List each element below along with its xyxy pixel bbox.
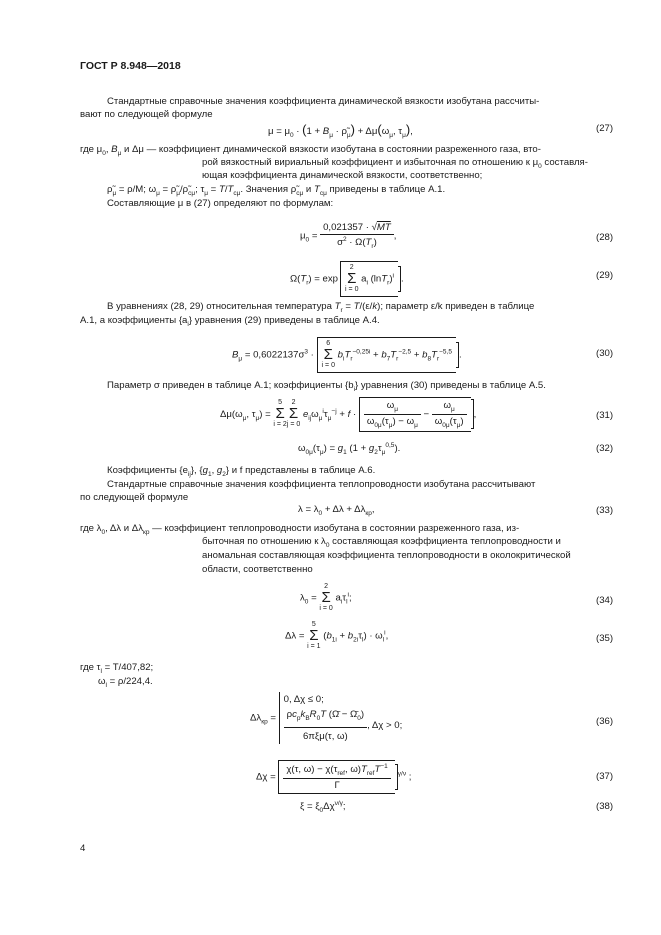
paragraph-3-line-2: А.1, а коэффициенты $\{a_i\}$ уравнения (29) приведены в таблице А.4.: [80, 315, 380, 328]
where-3-line-2-tail: = ρ/224,4.: [109, 676, 153, 687]
paragraph-3-line-1-tail: ; параметр ε/k приведен в таблице: [380, 301, 535, 312]
equation-31: $\Delta\mu(\omega_\mu$, $\tau_\mu) = 5$ Σ i = 22 Σ j = 0 $e_{ij}\omega_\mu^i\tau_\mu^{-j} + f$ · $\frac{\omega_\mu}{\omega_{0\mu}(\tau_\mu) - \omega_\mu}$ − $\frac{\omega_\mu}{\omega_{0\mu}(\tau_\mu)}$ ,: [220, 397, 476, 432]
equation-31-number: (31): [596, 410, 614, 421]
where-3-line-2-text: ω: [98, 676, 106, 687]
equation-34-number: (34): [596, 595, 614, 606]
equation-36: $\Delta\lambda_{кр} = 0$, Δχ ≤ 0; $\frac{\rho c_pk_BR_0T (\Omegā - \Omegā_0)}{\text{6πξμ(τ, ω)}}$ , Δχ > 0;: [250, 694, 403, 742]
paragraph-4-text: Параметр σ приведен в таблице А.1; коэффициенты {b: [107, 380, 354, 391]
where-3-line-1-text: где τ: [80, 662, 101, 673]
equation-36-number: (36): [596, 716, 614, 727]
equation-38-number: (38): [596, 801, 614, 812]
equation-37-number: (37): [596, 771, 614, 782]
where-3-line-2: $\omega_l = \rho/224,4$.: [98, 676, 153, 689]
where-2-line-1: где $\lambda_0$, Δλ и $\Delta\lambda_{кр}$ — коэффициент теплопроводности изобутана в состоянии разреженного газа, из-: [80, 523, 520, 536]
where-1-line-3: ющая коэффициента динамической вязкости, соответственно;: [202, 170, 483, 181]
where-2-line-4: области, соответственно: [202, 564, 313, 575]
equation-29-number: (29): [596, 270, 614, 281]
equation-30-coefficient: = 0,6022137σ: [244, 349, 305, 361]
paragraph-5-tail: } и f представлены в таблице А.6.: [225, 465, 376, 476]
equation-28: $\mu_0$ = $\frac{0,021357 \cdot √MT}{\sigma^2 \cdot \Omega(T_r)}$ ,: [300, 222, 397, 251]
equation-32: $\omega_{0\mu}(\tau_\mu) = g_1$ $(1 + g_2\tau_\mu^{0,5})$.: [298, 442, 401, 457]
where-3-line-1-tail: = T/407,82;: [104, 662, 154, 673]
where-1-line-2-text: рой вязкостный вириальный коэффициент и избыточная по отношению к μ: [202, 157, 539, 168]
paragraph-5: Коэффициенты $\{e_{ij}\}$, {$g_1$, $g_2$} и f представлены в таблице А.6.: [107, 465, 376, 478]
where-3-line-1: где $\tau_l = T/407,82$;: [80, 662, 154, 675]
page-number: 4: [80, 843, 86, 854]
where-2-line-2: быточная по отношению к $\lambda_0$ составляющая коэффициента теплопроводности и: [202, 536, 561, 549]
equation-33: $\lambda = \lambda_0 + \Delta\lambda + \Delta\lambda_{кр}$,: [298, 504, 375, 517]
paragraph-1-line-1: Стандартные справочные значения коэффициента динамической вязкости изобутана рассчиты-: [107, 96, 540, 107]
document-header: ГОСТ Р 8.948—2018: [80, 60, 181, 72]
equation-30-number: (30): [596, 348, 614, 359]
paragraph-3-line-1-text: В уравнениях (28, 29) относительная температура: [107, 301, 332, 312]
paragraph-4-tail: } уравнения (30) приведены в таблице А.5.: [355, 380, 546, 391]
equation-38: $\xi = \xi_0\Delta\chi^{\nu/\gamma}$;: [300, 800, 346, 815]
equation-30: $B_\mu = 0,6022137\sigma^3 \cdot 6$ Σ i = 0 $b_iT_r^{-0,25i} + b_7T_r^{-2,5} + b_8T_r^{-5,5}$ .: [232, 337, 462, 373]
equation-28-coefficient: 0,021357: [323, 222, 364, 233]
paragraph-5-text: Коэффициенты {e: [107, 465, 188, 476]
paragraph-4: Параметр σ приведен в таблице А.1; коэффициенты $\{b_i\}$ уравнения (30) приведены в таблице А.5.: [107, 380, 546, 393]
paragraph-2: Составляющие μ в (27) определяют по формулам:: [107, 198, 334, 209]
equation-28-number: (28): [596, 232, 614, 243]
where-1-line-4-tail: приведены в таблице А.1.: [329, 184, 446, 195]
where-1-line-2: рой вязкостный вириальный коэффициент и избыточная по отношению к $\mu_0$ составля-: [202, 157, 588, 170]
equation-35-number: (35): [596, 633, 614, 644]
where-2-line-2-tail: составляющая коэффициента теплопроводности и: [332, 536, 561, 547]
where-2-line-2-text: быточная по отношению к λ: [202, 536, 326, 547]
where-1-description: — коэффициент динамической вязкости изобутана в состоянии разреженного газа, вто-: [146, 144, 541, 155]
paragraph-3-line-2-text: А.1, а коэффициенты {a: [80, 315, 188, 326]
where-1-lead: где μ: [80, 144, 103, 155]
equation-27-number: (27): [596, 123, 614, 134]
paragraph-3-line-2-tail: } уравнения (29) приведены в таблице А.4.: [188, 315, 380, 326]
where-2-description: — коэффициент теплопроводности изобутана в состоянии разреженного газа, из-: [152, 523, 520, 534]
where-1-line-4: $\rhõ_\mu = \rho/M$; $\omega_\mu$ = $\rhõ_\mu/\rhõ_{c\mu}$; $\tau_\mu = T/T_{c\mu}$. Значения $\rhõ_{c\mu}$ и $T_{c\mu}$ приведены в таблице А.1.: [107, 184, 446, 197]
where-1-line-4-text: Значения: [245, 184, 289, 195]
paragraph-6-line-1: Стандартные справочные значения коэффициента теплопроводности изобутана рассчитывают: [107, 479, 536, 490]
where-1-line-2-tail: составля-: [544, 157, 588, 168]
equation-29: $\Omega(T_r) = \exp 2$ Σ i = 0 $a_i$ $(\ln T_r)^i$ .: [290, 261, 404, 297]
equation-33-number: (33): [596, 505, 614, 516]
where-1-line-1: где $\mu_0$, $B_\mu$ и Δμ — коэффициент динамической вязкости изобутана в состоянии разреженного газа, вто-: [80, 144, 541, 157]
equation-37: Δχ = $\frac{\chi(\tau, \omega) - \chi(\tau_{ref}, \omega)T_{ref}T^{-1}}{\Gamma}$ $^{\gamma/\nu}$ ;: [256, 760, 411, 794]
equation-34: $\lambda_0 = 2$ Σ i = 0 $a_i\tau_l^i$;: [300, 583, 352, 612]
paragraph-3-line-1: В уравнениях (28, 29) относительная температура $T_r = T/(\varepsilon/k)$; параметр ε/k приведен в таблице: [107, 301, 535, 314]
equation-35: Δλ = 5 Σ i = 1 $(b_{1i} + b_{2i}\tau_l) \cdot \omega_l^i$,: [285, 621, 389, 650]
paragraph-1-line-2: вают по следующей формуле: [80, 109, 213, 120]
equation-27: $\mu = \mu_0 \cdot (1 + B_\mu$ · $\rhõ_\mu) + \Delta\mu(\omega_\mu$, $\tau_\mu$),: [268, 122, 413, 139]
where-2-line-3: аномальная составляющая коэффициента теплопроводности в околокритической: [202, 550, 571, 561]
paragraph-6-line-2: по следующей формуле: [80, 492, 189, 503]
equation-32-number: (32): [596, 443, 614, 454]
